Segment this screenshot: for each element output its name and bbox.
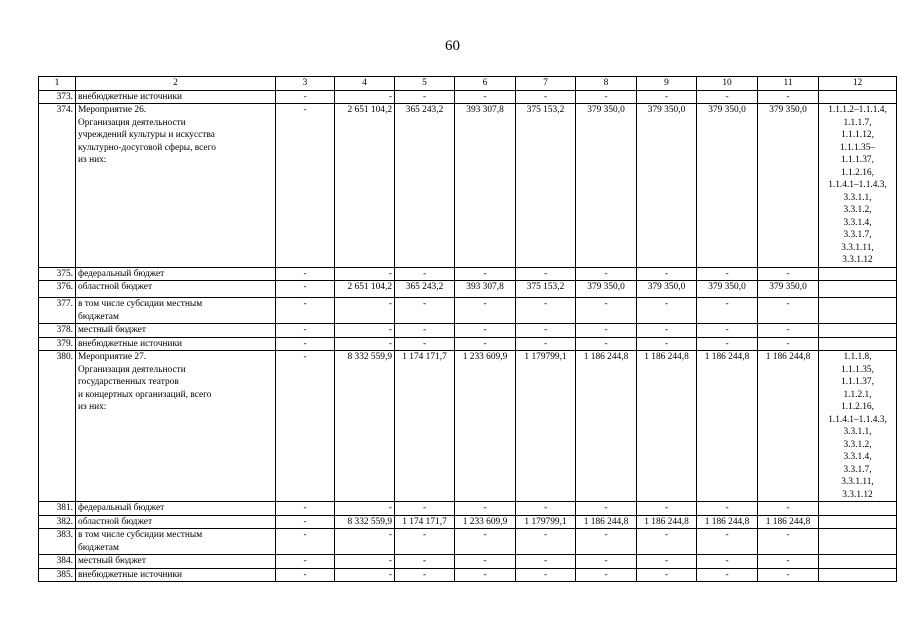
table-row [39,502,897,516]
cell-col10: 379 350,0 [697,281,758,298]
cell-col12-refs [819,324,897,338]
cell-col4: 8 332 559,9 [335,515,395,529]
cell-col6: - [455,502,516,516]
cell-col9: - [637,90,697,104]
table-row [39,90,897,104]
cell-col11: - [758,337,819,351]
cell-col3: - [276,324,335,338]
row-description: Мероприятие 26. Организация деятельности учреждений культуры и искусства культурно-досуговой сферы, всего из них: [76,104,276,268]
cell-col11: - [758,90,819,104]
header-cell: 4 [335,77,395,91]
cell-col12-refs [819,281,897,298]
cell-col8: 379 350,0 [576,104,637,268]
header-cell: 8 [576,77,637,91]
cell-col8: - [576,529,637,555]
cell-col10: 1 186 244,8 [697,515,758,529]
cell-col8: - [576,267,637,281]
cell-col12-refs [819,267,897,281]
cell-col6: - [455,555,516,569]
header-cell: 10 [697,77,758,91]
page-number: 60 [445,38,460,54]
cell-col7: 1 179799,1 [516,515,576,529]
cell-col3: - [276,90,335,104]
cell-col7: - [516,568,576,582]
cell-col5: - [395,502,455,516]
cell-col8: - [576,502,637,516]
table-row [39,555,897,569]
cell-col10: - [697,324,758,338]
table-row [39,267,897,281]
cell-col4: 2 651 104,2 [335,281,395,298]
cell-col11: 379 350,0 [758,104,819,268]
cell-col12-refs [819,555,897,569]
table-row [39,515,897,529]
cell-col7: - [516,529,576,555]
cell-col5: - [395,555,455,569]
cell-col5: - [395,267,455,281]
cell-col5: - [395,298,455,324]
cell-col8: 1 186 244,8 [576,515,637,529]
row-number: 383. [39,529,76,555]
cell-col12-refs: 1.1.1.2–1.1.1.4, 1.1.1.7, 1.1.1.12, 1.1.1.35– 1.1.1.37, 1.1.2.16, 1.1.4.1–1.1.4.3, 3.3.1.1, 3.3.1.2, 3.3.1.4, 3.3.1.7, 3.3.1.11, 3.3.1.12 [819,104,897,268]
row-description: в том числе субсидии местным бюджетам [76,298,276,324]
header-row [39,77,897,91]
cell-col6: 393 307,8 [455,281,516,298]
cell-col4: - [335,529,395,555]
cell-col5: - [395,529,455,555]
cell-col6: - [455,267,516,281]
cell-col11: - [758,568,819,582]
cell-col12-refs [819,90,897,104]
cell-col4: - [335,555,395,569]
cell-col9: - [637,502,697,516]
cell-col8: - [576,90,637,104]
cell-col11: - [758,529,819,555]
row-number: 373. [39,90,76,104]
cell-col12-refs [819,502,897,516]
cell-col4: 8 332 559,9 [335,351,395,502]
cell-col11: 379 350,0 [758,281,819,298]
cell-col9: 1 186 244,8 [637,515,697,529]
row-description: Мероприятие 27. Организация деятельности государственных театров и концертных организаций, всего из них: [76,351,276,502]
cell-col10: 1 186 244,8 [697,351,758,502]
row-number: 377. [39,298,76,324]
row-description: местный бюджет [76,324,276,338]
row-number: 374. [39,104,76,268]
cell-col7: - [516,267,576,281]
cell-col3: - [276,281,335,298]
row-number: 382. [39,515,76,529]
cell-col7: - [516,90,576,104]
cell-col11: - [758,555,819,569]
cell-col6: - [455,529,516,555]
cell-col5: 1 174 171,7 [395,351,455,502]
row-number: 384. [39,555,76,569]
cell-col10: - [697,298,758,324]
cell-col8: - [576,337,637,351]
cell-col4: - [335,324,395,338]
row-description: внебюджетные источники [76,568,276,582]
cell-col7: 375 153,2 [516,104,576,268]
cell-col9: 379 350,0 [637,104,697,268]
cell-col9: - [637,337,697,351]
cell-col12-refs [819,515,897,529]
cell-col7: - [516,502,576,516]
cell-col3: - [276,568,335,582]
cell-col7: - [516,324,576,338]
cell-col10: - [697,337,758,351]
cell-col9: 1 186 244,8 [637,351,697,502]
cell-col11: - [758,267,819,281]
row-description: областной бюджет [76,515,276,529]
cell-col11: - [758,502,819,516]
cell-col10: - [697,529,758,555]
cell-col3: - [276,529,335,555]
table-row [39,568,897,582]
table-row [39,298,897,324]
cell-col4: 2 651 104,2 [335,104,395,268]
row-number: 385. [39,568,76,582]
row-number: 379. [39,337,76,351]
cell-col9: - [637,555,697,569]
table-row [39,351,897,502]
cell-col10: - [697,502,758,516]
cell-col5: 365 243,2 [395,104,455,268]
cell-col4: - [335,502,395,516]
cell-col10: - [697,555,758,569]
table-row [39,324,897,338]
cell-col6: - [455,568,516,582]
cell-col3: - [276,502,335,516]
cell-col6: - [455,298,516,324]
cell-col5: - [395,90,455,104]
cell-col8: - [576,555,637,569]
row-number: 375. [39,267,76,281]
cell-col9: - [637,298,697,324]
cell-col9: - [637,324,697,338]
cell-col7: 1 179799,1 [516,351,576,502]
cell-col6: - [455,90,516,104]
cell-col5: 1 174 171,7 [395,515,455,529]
cell-col5: 365 243,2 [395,281,455,298]
cell-col6: 1 233 609,9 [455,515,516,529]
row-number: 380. [39,351,76,502]
cell-col4: - [335,298,395,324]
cell-col4: - [335,337,395,351]
cell-col4: - [335,267,395,281]
cell-col12-refs [819,298,897,324]
cell-col11: 1 186 244,8 [758,515,819,529]
row-description: в том числе субсидии местным бюджетам [76,529,276,555]
cell-col5: - [395,337,455,351]
cell-col8: 1 186 244,8 [576,351,637,502]
cell-col3: - [276,337,335,351]
header-cell: 5 [395,77,455,91]
cell-col9: 379 350,0 [637,281,697,298]
table-row [39,337,897,351]
cell-col3: - [276,555,335,569]
cell-col5: - [395,568,455,582]
cell-col7: - [516,555,576,569]
cell-col11: 1 186 244,8 [758,351,819,502]
row-number: 378. [39,324,76,338]
cell-col12-refs [819,529,897,555]
header-cell: 11 [758,77,819,91]
cell-col3: - [276,351,335,502]
row-description: внебюджетные источники [76,337,276,351]
cell-col12-refs [819,568,897,582]
cell-col3: - [276,267,335,281]
row-description: внебюджетные источники [76,90,276,104]
table-body [39,77,897,582]
row-number: 381. [39,502,76,516]
cell-col6: - [455,324,516,338]
row-description: федеральный бюджет [76,267,276,281]
row-description: местный бюджет [76,555,276,569]
header-cell: 12 [819,77,897,91]
cell-col7: 375 153,2 [516,281,576,298]
cell-col11: - [758,298,819,324]
cell-col10: 379 350,0 [697,104,758,268]
header-cell: 7 [516,77,576,91]
cell-col3: - [276,104,335,268]
header-cell: 6 [455,77,516,91]
row-description: областной бюджет [76,281,276,298]
table-row [39,529,897,555]
cell-col9: - [637,267,697,281]
table-row [39,281,897,298]
cell-col6: 393 307,8 [455,104,516,268]
cell-col10: - [697,568,758,582]
cell-col8: - [576,298,637,324]
cell-col9: - [637,568,697,582]
header-cell: 3 [276,77,335,91]
cell-col10: - [697,90,758,104]
header-cell: 1 [39,77,76,91]
cell-col12-refs [819,337,897,351]
cell-col6: - [455,337,516,351]
cell-col8: - [576,568,637,582]
cell-col4: - [335,568,395,582]
cell-col7: - [516,337,576,351]
cell-col7: - [516,298,576,324]
header-cell: 9 [637,77,697,91]
cell-col6: 1 233 609,9 [455,351,516,502]
cell-col8: - [576,324,637,338]
header-cell: 2 [76,77,276,91]
budget-table [38,76,897,582]
cell-col3: - [276,515,335,529]
row-number: 376. [39,281,76,298]
cell-col12-refs: 1.1.1.8, 1.1.1.35, 1.1.1.37, 1.1.2.1, 1.1.2.16, 1.1.4.1–1.1.4.3, 3.3.1.1, 3.3.1.2, 3.3.1.4, 3.3.1.7, 3.3.1.11, 3.3.1.12 [819,351,897,502]
cell-col4: - [335,90,395,104]
cell-col9: - [637,529,697,555]
table-row [39,104,897,268]
cell-col5: - [395,324,455,338]
cell-col11: - [758,324,819,338]
cell-col3: - [276,298,335,324]
row-description: федеральный бюджет [76,502,276,516]
cell-col10: - [697,267,758,281]
cell-col8: 379 350,0 [576,281,637,298]
